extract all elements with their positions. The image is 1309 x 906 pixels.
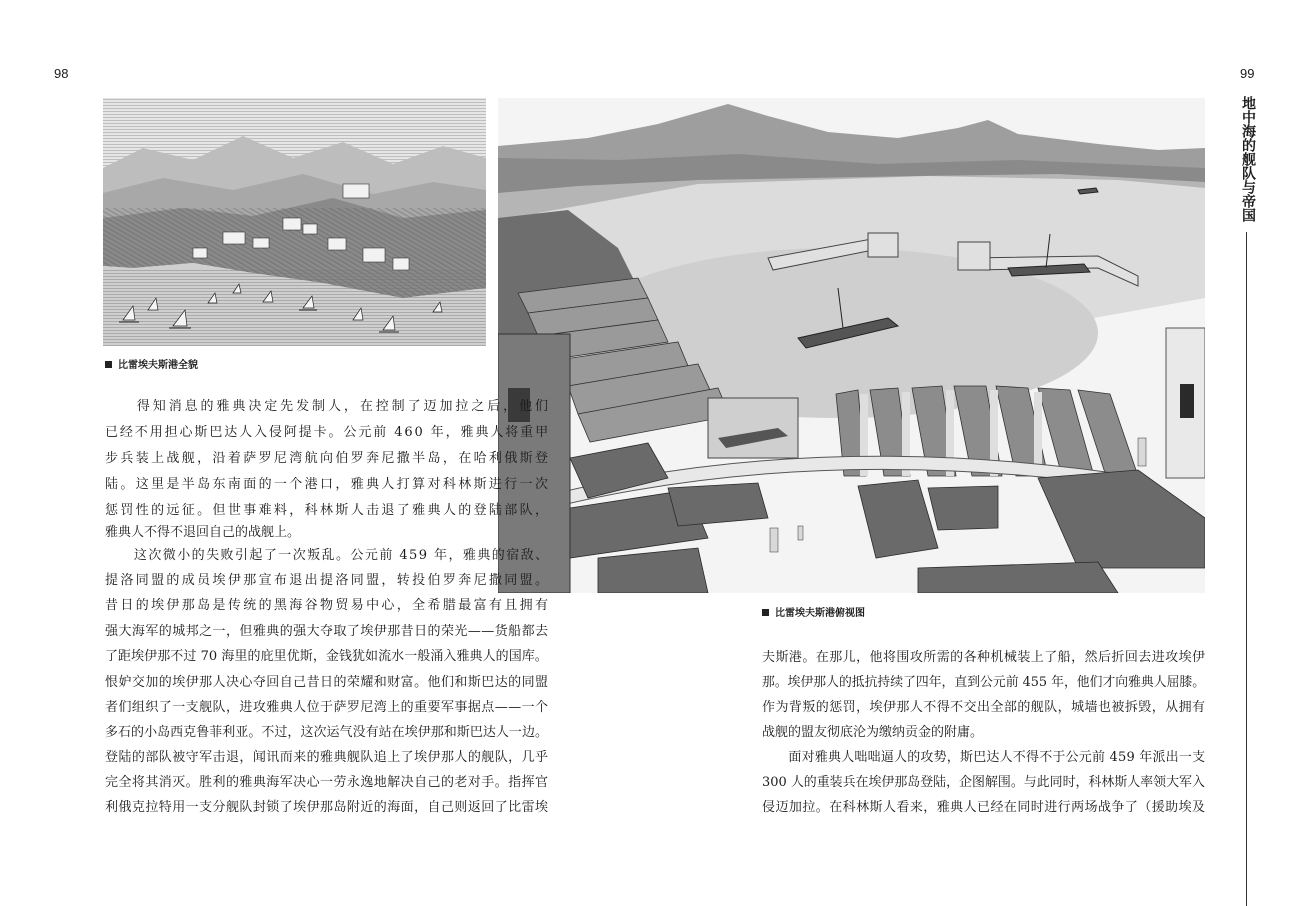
- text-line: 雅典人不得不退回自己的战舰上。: [105, 525, 301, 540]
- page-number-right: 99: [1240, 66, 1255, 81]
- caption-bullet-icon: [762, 609, 769, 616]
- page-number-left: 98: [54, 66, 69, 81]
- text-line: 多石的小岛西克鲁菲利亚。不过，这次运气没有站在埃伊那和斯巴达人一边。: [105, 725, 549, 740]
- text-line: 利俄克拉特用一支分舰队封锁了埃伊那岛附近的海面，自己则返回了比雷埃: [105, 800, 549, 815]
- text-line: 恨妒交加的埃伊那人决心夺回自己昔日的荣耀和财富。他们和斯巴达的同盟: [105, 675, 549, 690]
- text-line: 步兵装上战舰，沿着萨罗尼湾航向伯罗奔尼撒半岛，在哈利俄斯登: [105, 451, 551, 466]
- text-line: 面对雅典人咄咄逼人的攻势，斯巴达人不得不于公元前 459 年派出一支: [762, 750, 1206, 765]
- text-line: 完全将其消灭。胜利的雅典海军决心一劳永逸地解决自己的老对手。指挥官: [105, 775, 549, 790]
- figure-harbor-overview: [103, 98, 486, 346]
- text-line: 强大海军的城邦之一，但雅典的强大夺取了埃伊那昔日的荣光——货船都去: [105, 624, 549, 639]
- caption-text: 比雷埃夫斯港俯视图: [775, 608, 865, 619]
- caption-bullet-icon: [105, 361, 112, 368]
- text-line: 侵迈加拉。在科林斯人看来，雅典人已经在同时进行两场战争了（援助埃及: [762, 800, 1206, 815]
- running-title: 地中海的舰队与帝国: [1240, 96, 1256, 222]
- text-line: 这次微小的失败引起了一次叛乱。公元前 459 年，雅典的宿敌、: [105, 548, 550, 563]
- text-line: 300 人的重装兵在埃伊那岛登陆，企图解围。与此同时，科林斯人率领大军入: [762, 775, 1205, 790]
- figure-caption-aerial: [762, 604, 865, 619]
- text-line: 得知消息的雅典决定先发制人，在控制了迈加拉之后，他们: [105, 399, 551, 414]
- text-line: 了距埃伊那不过 70 海里的庇里优斯，金钱犹如流水一般涌入雅典人的国库。: [105, 649, 548, 664]
- text-line: 陆。这里是半岛东南面的一个港口，雅典人打算对科林斯进行一次: [105, 477, 551, 492]
- text-line: 已经不用担心斯巴达人入侵阿提卡。公元前 460 年，雅典人将重甲: [105, 425, 550, 440]
- text-line: 夫斯港。在那儿，他将围攻所需的各种机械装上了船，然后折回去进攻埃伊: [762, 650, 1206, 665]
- text-line: 作为背叛的惩罚，埃伊那人不得不交出全部的舰队，城墙也被拆毁，从拥有: [762, 700, 1206, 715]
- text-line: 登陆的部队被守军击退，闻讯而来的雅典舰队追上了埃伊那人的舰队，几乎: [105, 750, 549, 765]
- figure-harbor-aerial: [498, 98, 1205, 593]
- text-line: 惩罚性的远征。但世事难料，科林斯人击退了雅典人的登陆部队，: [105, 503, 551, 518]
- text-line: 昔日的埃伊那岛是传统的黑海谷物贸易中心，全希腊最富有且拥有: [105, 598, 551, 613]
- caption-text: 比雷埃夫斯港全貌: [118, 360, 198, 371]
- text-line: 提洛同盟的成员埃伊那宣布退出提洛同盟，转投伯罗奔尼撒同盟。: [105, 573, 551, 588]
- figure-caption-overview: [105, 356, 198, 371]
- text-line: 战舰的盟友彻底沦为缴纳贡金的附庸。: [762, 725, 984, 740]
- text-line: 者们组织了一支舰队，进攻雅典人位于萨罗尼湾上的重要军事据点——一个: [105, 700, 549, 715]
- text-line: 那。埃伊那人的抵抗持续了四年，直到公元前 455 年，他们才向雅典人屈膝。: [762, 675, 1206, 690]
- running-title-rule: [1246, 232, 1247, 906]
